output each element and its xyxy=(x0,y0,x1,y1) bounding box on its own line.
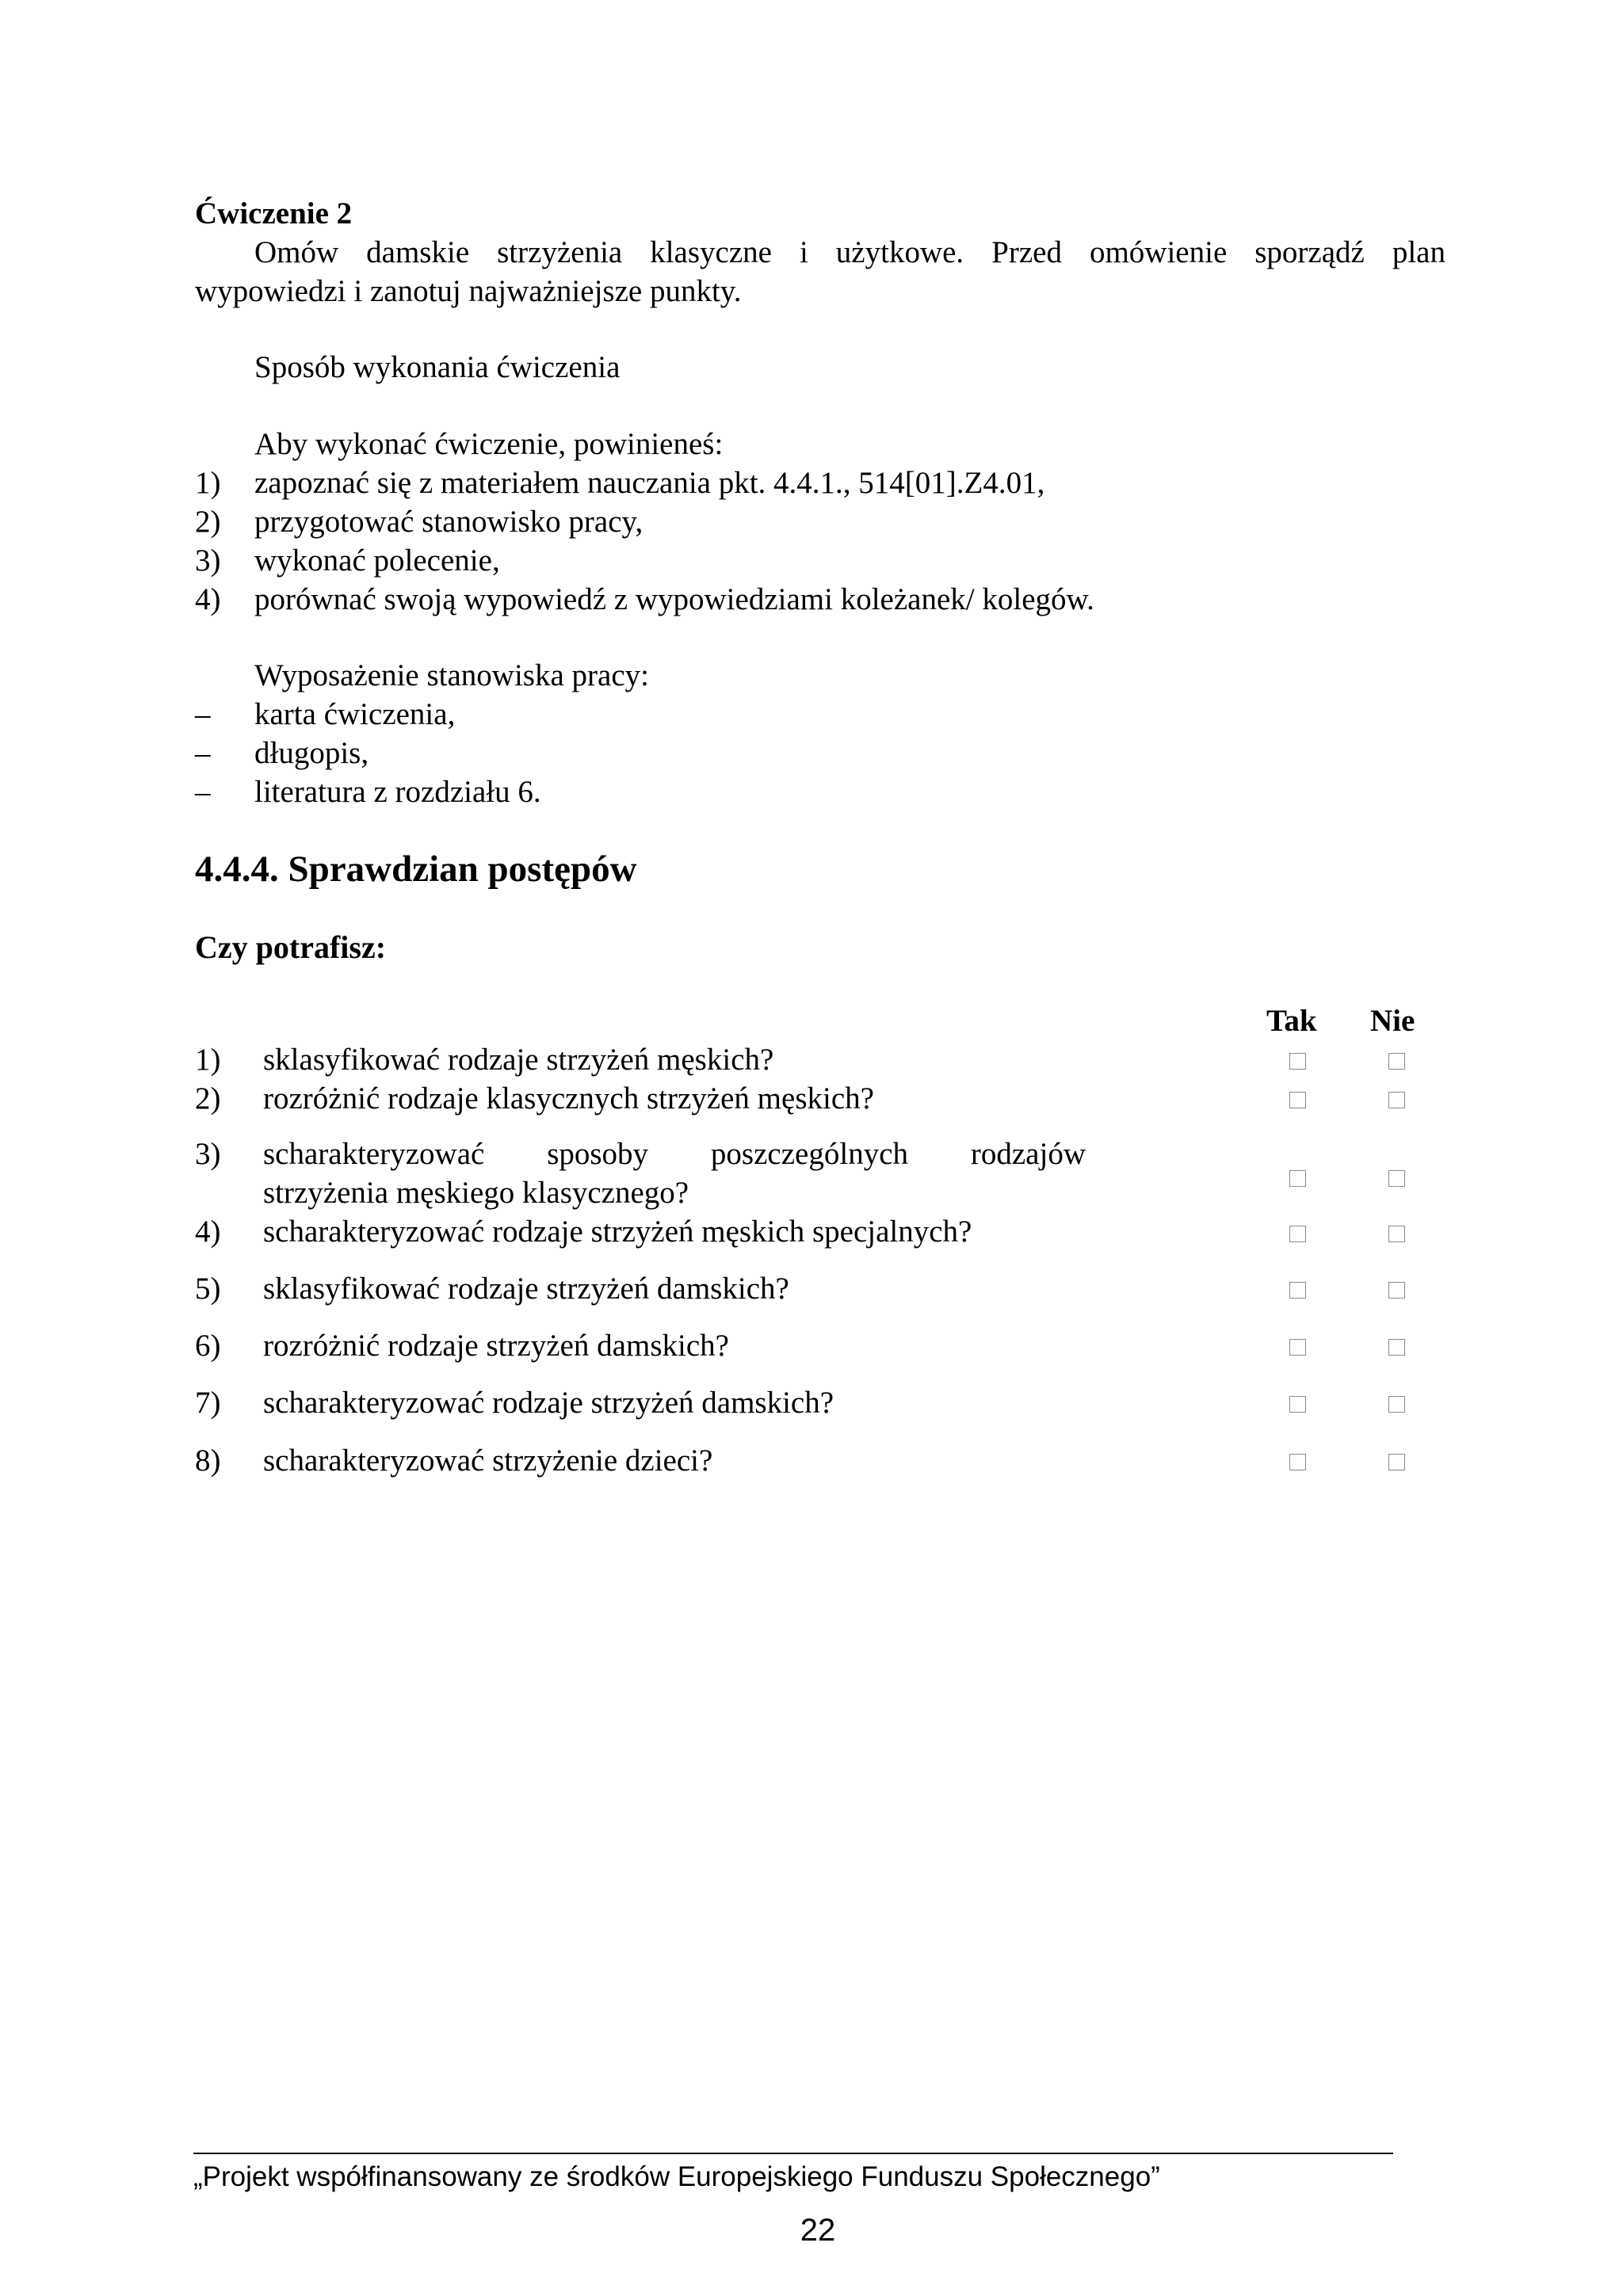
section-subtitle: Czy potrafisz: xyxy=(195,929,387,965)
yes-checkbox[interactable] xyxy=(1289,1092,1306,1108)
footer-divider xyxy=(193,2153,1393,2154)
yes-checkbox[interactable] xyxy=(1289,1226,1306,1242)
exercise-task-line-1: Omów damskie strzyżenia klasyczne i użytkowe. Przed omówienie sporządź plan xyxy=(254,235,1445,269)
item-question: rozróżnić rodzaje strzyżeń damskich? xyxy=(263,1329,729,1363)
item-number: 4) xyxy=(195,1215,221,1249)
item-number: 7) xyxy=(195,1386,221,1420)
item-question: sklasyfikować rodzaje strzyżeń męskich? xyxy=(263,1043,774,1077)
no-checkbox[interactable] xyxy=(1388,1396,1405,1413)
item-question: scharakteryzować rodzaje strzyżeń męskich specjalnych? xyxy=(263,1215,972,1249)
item-number: 8) xyxy=(195,1444,221,1478)
column-header-no: Nie xyxy=(1370,1004,1415,1038)
bullet-dash: – xyxy=(195,775,211,809)
item-number: 1) xyxy=(195,1043,221,1077)
exercise-title: Ćwiczenie 2 xyxy=(195,196,353,231)
no-checkbox[interactable] xyxy=(1388,1339,1405,1356)
bullet-dash: – xyxy=(195,697,211,731)
item-number: 6) xyxy=(195,1329,221,1363)
item-number: 2) xyxy=(195,1081,221,1116)
yes-checkbox[interactable] xyxy=(1289,1282,1306,1299)
step-text: zapoznać się z materiałem nauczania pkt. 4.4.1., 514[01].Z4.01, xyxy=(254,466,1045,500)
item-number: 5) xyxy=(195,1272,221,1306)
bullet-dash: – xyxy=(195,736,211,770)
page-number: 22 xyxy=(800,2213,836,2248)
equipment-heading: Wyposażenie stanowiska pracy: xyxy=(254,658,649,692)
steps-intro: Aby wykonać ćwiczenie, powinieneś: xyxy=(254,427,724,461)
yes-checkbox[interactable] xyxy=(1289,1170,1306,1187)
step-text: porównać swoją wypowiedź z wypowiedziami koleżanek/ kolegów. xyxy=(254,582,1094,616)
item-question: scharakteryzować sposoby poszczególnych rodzajów xyxy=(263,1137,1086,1171)
item-question: sklasyfikować rodzaje strzyżeń damskich? xyxy=(263,1272,789,1306)
no-checkbox[interactable] xyxy=(1388,1282,1405,1299)
footer-text: „Projekt współfinansowany ze środków Europejskiego Funduszu Społecznego” xyxy=(193,2161,1160,2192)
yes-checkbox[interactable] xyxy=(1289,1339,1306,1356)
step-text: wykonać polecenie, xyxy=(254,543,500,578)
section-title: 4.4.4. Sprawdzian postępów xyxy=(195,849,637,890)
equipment-item: literatura z rozdziału 6. xyxy=(254,775,541,809)
step-number: 3) xyxy=(195,543,221,578)
item-question: scharakteryzować strzyżenie dzieci? xyxy=(263,1444,713,1478)
column-header-yes: Tak xyxy=(1266,1004,1317,1038)
method-heading: Sposób wykonania ćwiczenia xyxy=(254,350,621,384)
yes-checkbox[interactable] xyxy=(1289,1053,1306,1070)
no-checkbox[interactable] xyxy=(1388,1092,1405,1108)
no-checkbox[interactable] xyxy=(1388,1226,1405,1242)
step-number: 1) xyxy=(195,466,221,500)
no-checkbox[interactable] xyxy=(1388,1053,1405,1070)
step-number: 4) xyxy=(195,582,221,616)
yes-checkbox[interactable] xyxy=(1289,1396,1306,1413)
yes-checkbox[interactable] xyxy=(1289,1454,1306,1470)
exercise-task-line-2: wypowiedzi i zanotuj najważniejsze punkty. xyxy=(195,274,742,308)
equipment-item: karta ćwiczenia, xyxy=(254,697,456,731)
item-question: scharakteryzować rodzaje strzyżeń damskich? xyxy=(263,1386,834,1420)
step-number: 2) xyxy=(195,505,221,539)
no-checkbox[interactable] xyxy=(1388,1170,1405,1187)
equipment-item: długopis, xyxy=(254,736,369,770)
item-question-continuation: strzyżenia męskiego klasycznego? xyxy=(263,1176,689,1210)
item-number: 3) xyxy=(195,1137,221,1171)
no-checkbox[interactable] xyxy=(1388,1454,1405,1470)
item-question: rozróżnić rodzaje klasycznych strzyżeń męskich? xyxy=(263,1081,874,1116)
step-text: przygotować stanowisko pracy, xyxy=(254,505,643,539)
